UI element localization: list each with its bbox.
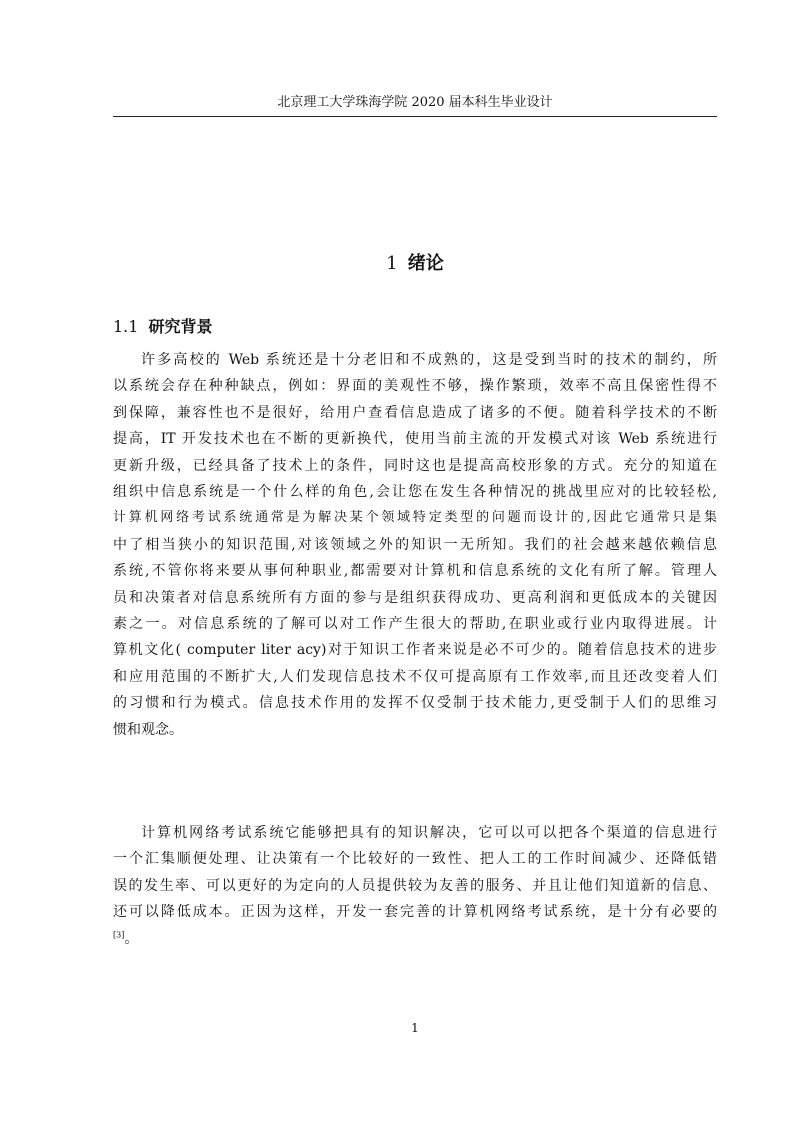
section-number: 1.1	[113, 317, 139, 336]
section-heading	[113, 316, 212, 338]
paragraph-line: 惯和观念。	[113, 721, 183, 738]
section-title: 研究背景	[148, 317, 213, 336]
paragraph-line: 组织中信息系统是一个什么样的角色,会让您在发生各种情况的挑战里应对的比较轻松,	[113, 484, 717, 501]
paragraph-line: 一个汇集顺便处理、让决策有一个比较好的一致性、把人工的工作时间减少、还降低错	[113, 851, 717, 868]
chapter-title: 绪论	[407, 253, 444, 274]
chapter-number: 1	[386, 253, 398, 274]
header-divider	[113, 116, 717, 117]
paragraph-line: 的习惯和行为模式。信息技术作用的发挥不仅受制于技术能力,更受制于人们的思维习	[113, 695, 717, 712]
paragraph-line: 误的发生率、可以更好的为定向的人员提供较为友善的服务、并且让他们知道新的信息、	[113, 877, 717, 894]
paragraph-line: 员和决策者对信息系统所有方面的参与是组织获得成功、更高利润和更低成本的关键因	[113, 589, 717, 606]
paragraph-line: 计算机网络考试系统通常是为解决某个领域特定类型的问题而设计的,因此它通常只是集	[113, 510, 717, 526]
paragraph-line: 和应用范围的不断扩大,人们发现信息技术不仅可提高原有工作效率,而且还改变着人们	[113, 668, 717, 685]
paragraph-line: 更新升级，已经具备了技术上的条件，同时这也是提高高校形象的方式。充分的知道在	[113, 457, 717, 474]
page-header-title: 北京理工大学珠海学院 2020 届本科生毕业设计	[277, 95, 553, 110]
paragraph-line: 提高，IT 开发技术也在不断的更新换代，使用当前主流的开发模式对该 Web 系统进行	[113, 431, 717, 448]
paragraph-line: 许多高校的 Web 系统还是十分老旧和不成熟的，这是受到当时的技术的制约，所	[141, 352, 717, 368]
chapter-heading	[113, 252, 717, 276]
paragraph-line: 算机文化( computer liter acy)对于知识工作者来说是必不可少的。随着信息技术的进步	[113, 642, 717, 659]
paragraph-line: 计算机网络考试系统它能够把具有的知识解决，它可以可以把各个渠道的信息进行	[141, 825, 717, 841]
paragraph-line: 系统,不管你将来要从事何种职业,都需要对计算机和信息系统的文化有所了解。管理人	[113, 563, 717, 580]
paragraph-research-background	[113, 347, 717, 743]
paragraph-line: 以系统会存在种种缺点，例如：界面的美观性不够，操作繁琐，效率不高且保密性得不	[113, 378, 717, 395]
citation-reference: [3]	[113, 929, 125, 939]
paragraph-line: 中了相当狭小的知识范围,对该领域之外的知识一无所知。我们的社会越来越依赖信息	[113, 536, 717, 553]
paragraph-system-necessity	[113, 820, 717, 952]
paragraph-line: 还可以降低成本。正因为这样，开发一套完善的计算机网络考试系统，是十分有必要的	[113, 904, 717, 921]
paragraph-line	[113, 926, 717, 952]
paragraph-line: 到保障，兼容性也不是很好，给用户查看信息造成了诸多的不便。随着科学技术的不断	[113, 404, 717, 421]
page-number: 1	[411, 1021, 419, 1035]
citation-tail: 。	[124, 930, 139, 947]
paragraph-line: 素之一。对信息系统的了解可以对工作产生很大的帮助,在职业或行业内取得进展。计	[113, 616, 717, 633]
